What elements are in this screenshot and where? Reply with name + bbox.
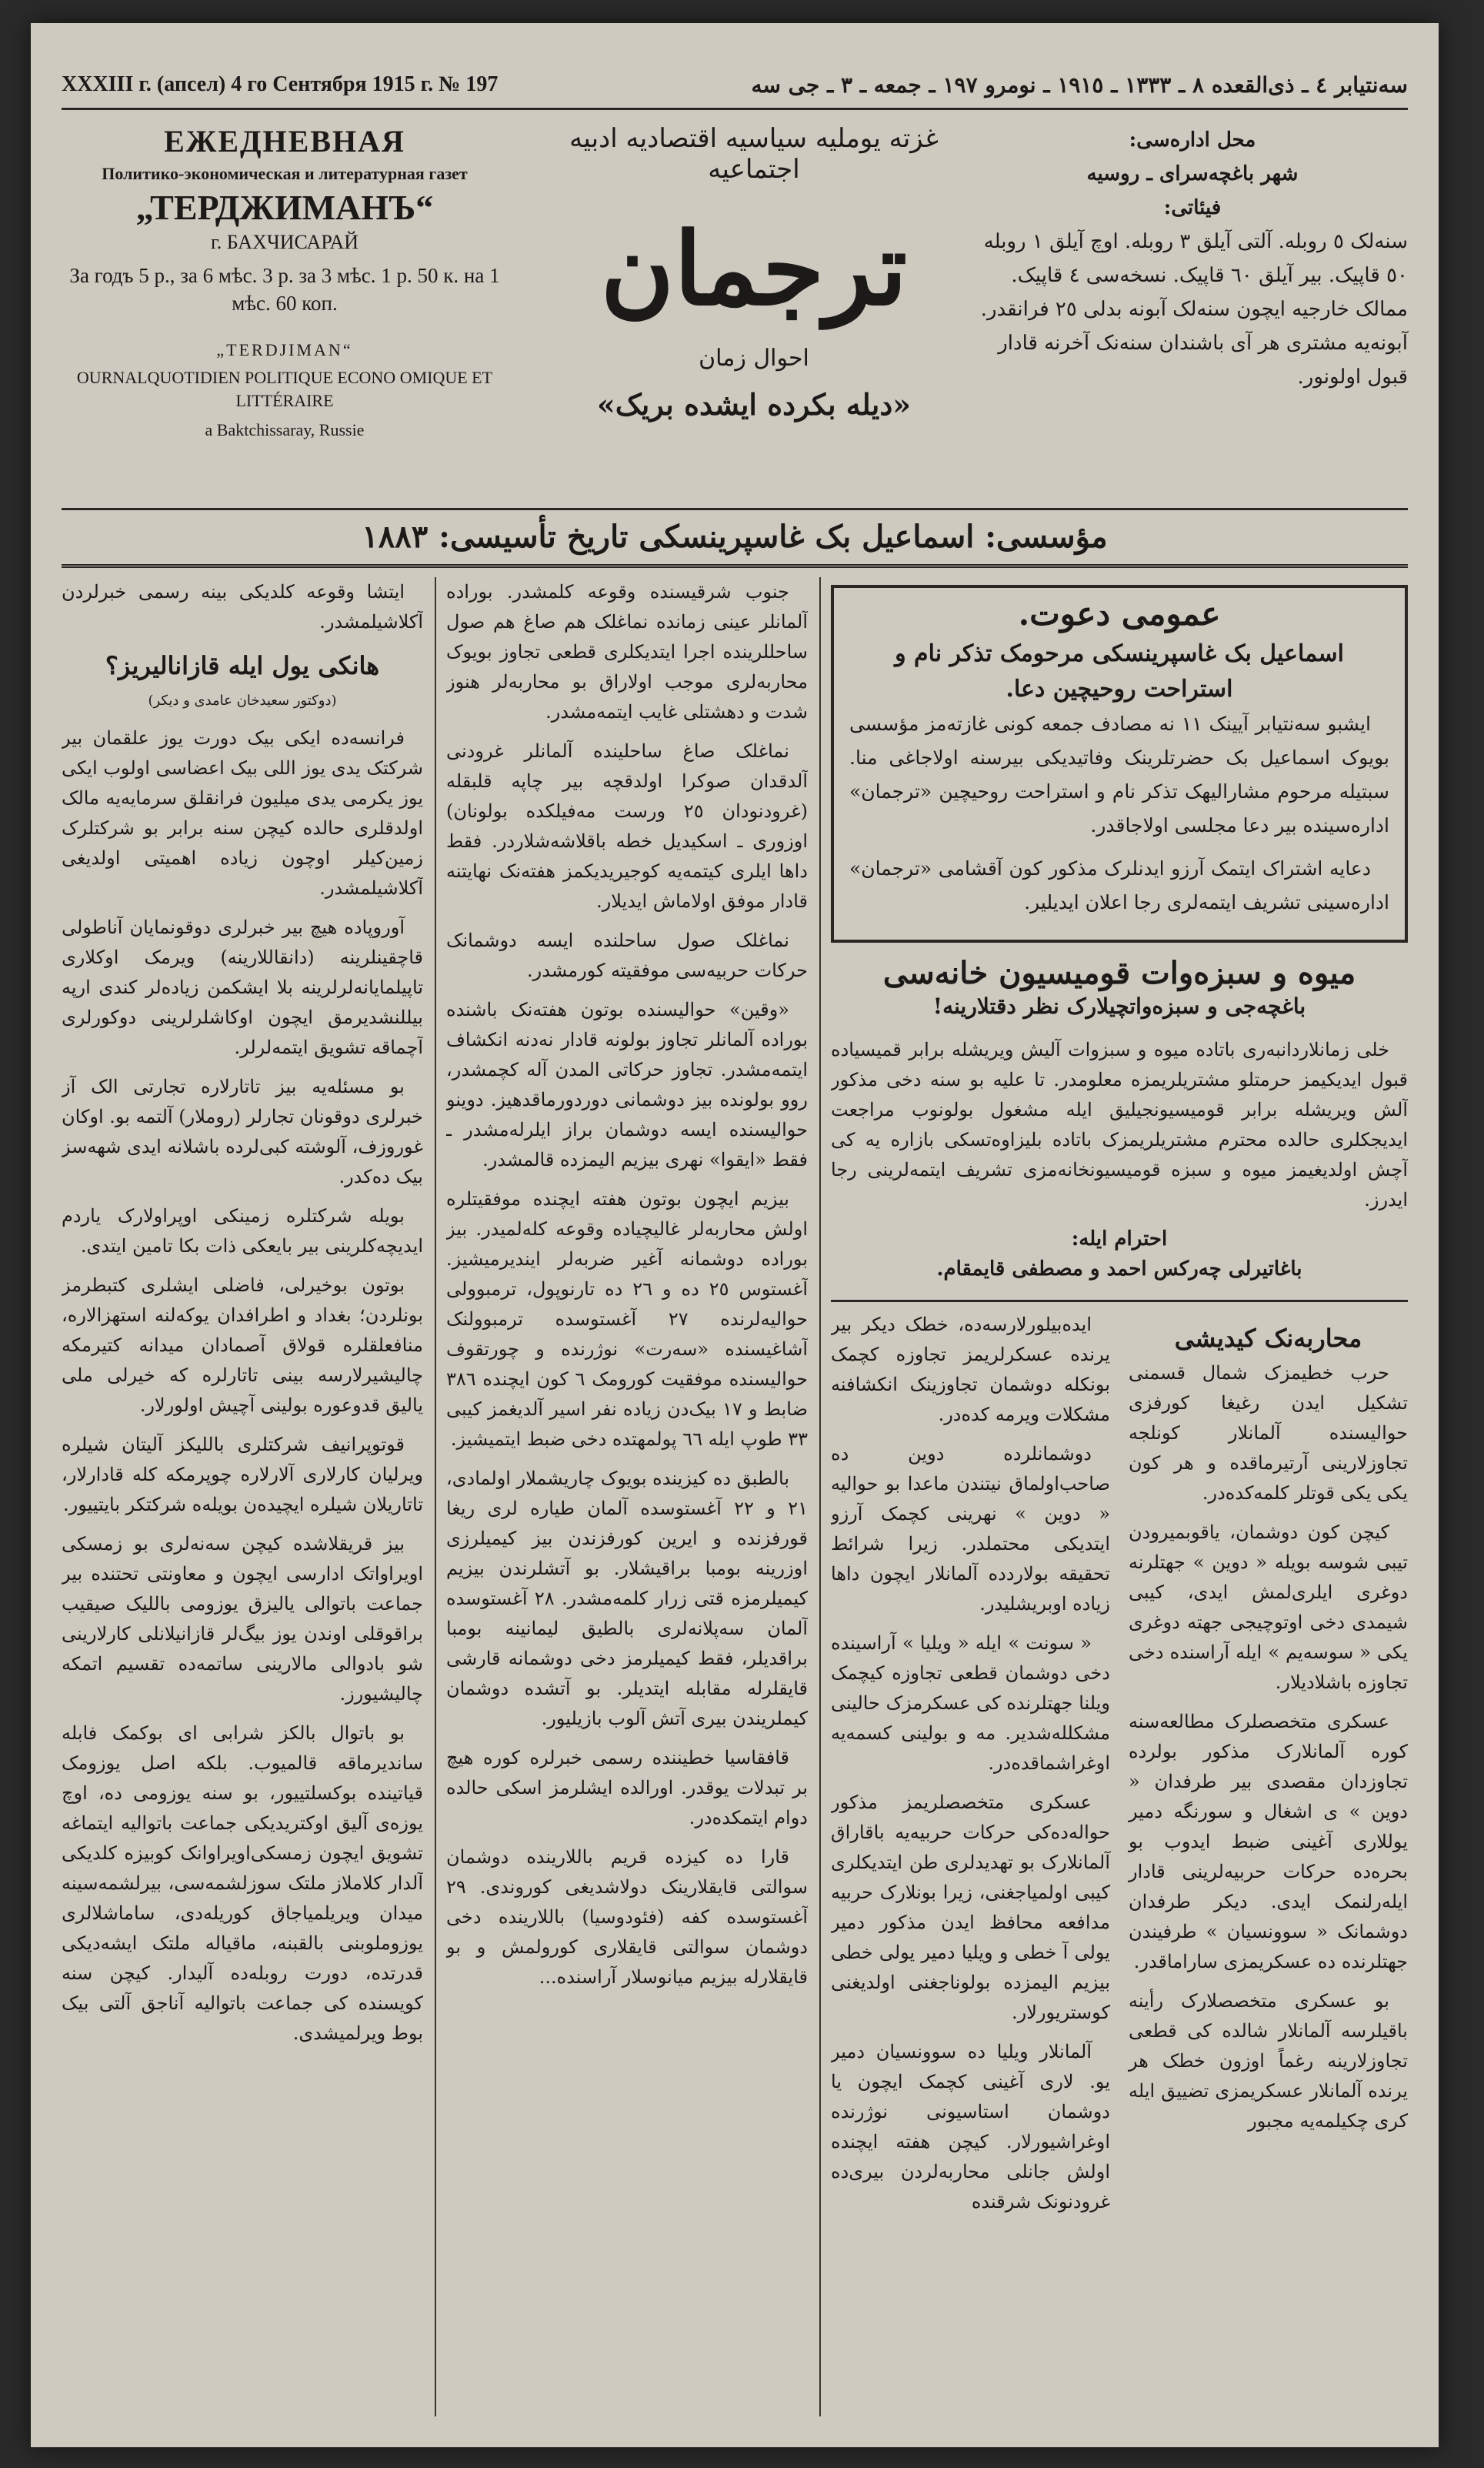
newspaper-page (31, 23, 1439, 2447)
war-paragraph: ایده‌بیلورلارسه‌ده، خطک دیکر بیر یرنده عسکرلریمز تجاوزه کچمک بونکله دوشمان تجاوزینک انکشافنه مشکلات ویرمه کده‌در. (831, 1314, 1110, 1425)
left-byline: (دوکتور سعیدخان عامدی و دیکر) (148, 693, 337, 709)
commission-signature: باغاتیرلی چه‌رکس احمد و مصطفی قایمقام. (936, 1257, 1302, 1281)
war-paragraph: عسکری متخصصلرک مطالعه‌سنه کوره آلمانلارک مذکور بولرده‌ تجاوزدان مقصدی بیر طرفدان « دوین » ی اشغال و سورنگه دمیر یوللاری آغینی ضبط ایدوب بو بحره‌ده حرکات حربیه‌لرینی قادار ایله‌رلنمک ایدی. دیکر طرفدان دوشمانک « سوونسیان » طرفیندن جهتلرنده ده عسکریمزی ساراماقدر. (1129, 1711, 1408, 1972)
war-paragraph: دوشمانلر‌ده دوین ده صاحب‌اولماق نیتندن ماعدا بو حوالیه « دوین » نهرینی کچمک آرزو ایتدیکی محتملدر. زیرا شرائط تحقیقه بولاردده آلمانلار ایچون داها زیاده اوبریشلیدر. (831, 1443, 1110, 1615)
middle-paragraph: بالطبق ده کیزینده بویوک چاریشملار اولمادی، ٢١ و ٢٢ آغستوسده آلمان طیاره لری ریغا قورفزنده و ایرین کورفزندن بیز کیمیلرزی اوزرینه بومبا براقیشلار. بو آتشلرندن بیزیم کیمیلرمزه قتی زرار کلمه‌مشدر. ٢٨ آغستوسده آلمان سه‌پلانه‌لری بالطیق لیمانینه بومبا براقدیلر، فقط کیمیلرمز دخی دوشمانه قارشی قایقلرله مقابله ایتدیلر. بو آتشده دوشمان کیملریندن بیری آتش آلوب بازیلیور. (446, 1468, 808, 1729)
middle-column (446, 577, 808, 2416)
left-paragraph: بو مسئله‌یه بیز تاتارلاره تجارتی الک آز خبرلری دوقونان تجارلر (روملار) آلتمه بو. اوکان غوروزف، آلوشته کبی‌لرده باشلانه ایدی شهه‌سز بیک ده‌کدر. (62, 1076, 423, 1187)
middle-paragraph: نماغلک صاغ ساحلینده آلمانلر غرودنی آلدقدان صوکرا اولدقچه بیر چاپه قلبقله (غرودنودان ٢٥ ورست مه‌فیلکده بولونان) اوزوری ـ اسکیدیل خطه باقلاشه‌شلاردر. فقط داها ایلری کیتمه‌یه کوجیریدیکمز هفته‌نک نهایتنه قادار موفق اولاماش ایدیلار. (446, 740, 808, 912)
war-paragraph: « سونت » ایله « ویلیا » آراسینده دخی دوشمان قطعی تجاوزه کیچمک ویلنا جهتلرنده کی عسکرمزک حالینی مشکلله‌شدیر. مه و بولینی کسمه‌یه اوغراشماقده‌در. (831, 1632, 1110, 1774)
masthead-arc-text: غزته یوملیه سیاسیه اقتصادیه ادبیه اجتماعیه (569, 123, 939, 185)
masthead-daily-label: ЕЖЕДНЕВНАЯ (164, 124, 405, 159)
office-address: شهر باغچه‌سرای ـ روسیه (1086, 162, 1299, 185)
office-label: محل اداره‌سی: (1129, 129, 1256, 152)
war-paragraph: حرب خطیمزک شمال قسمنی تشکیل ایدن رغیغا کورفزی حوالیسنده آلمانلار کونلجه تجاوزلارینی آرتیرماقده و هر کون یکی یکی قوتلر کلمه‌کده‌در. (1129, 1362, 1408, 1504)
middle-paragraph: نماغلک صول ساحلنده ایسه دوشمانک حرکات حربیه‌سی موفقیته کورمشدر. (446, 930, 808, 981)
column-divider (435, 577, 436, 2416)
left-paragraph: بیز قریقلاشده کیچن سه‌نه‌لری بو زمسکی اویراواتک ادارسی ایچون و معاونتی تحتنده بیر جماعت باتوالی یالیزق یوزومی باللیک صیقیب براقوقلی اوندن یوز بیگ‌لر قازانیلانلی کارلارینی شو بادوالی مالارینی ساتمه‌ده تقسیم اتمکه چالیشیورز. (62, 1533, 423, 1705)
war-article-subcolumns (831, 1310, 1408, 2226)
left-paragraph: آوروپاده هیچ بیر خبرلری دوقونمایان آناطولی قاچقینلرینه (دانقاللارینه) ویرمک اوکلاری تاپیلمایانه‌لرلرینه بلا ایشکمن زیاده‌لر کندی ارپه بیللنشدیرمق ایچون اوکاشلرلرینی دوکورلری آچماقه تشویق ایتمه‌لرلر. (62, 917, 423, 1058)
masthead-city: г. БАХЧИСАРАЙ (210, 231, 359, 253)
foreign-price-text: ممالک خارجیه ایچون سنه‌لک آبونه بدلی ٢٥ فرانقدر. آبونه‌یه مشتری هر آی باشندان سنه‌نک آخرنه قادار قبول اولونور. (980, 298, 1408, 389)
left-paragraph: قوتوپرانیف شرکتلری باللیکز آلیتان شیلره ویرلیان کارلاری آلارلاره چوپرمکه کله قادارلار، تاتاریلان شیلره ایچیده‌ن بویله‌ه شرکتکر بایتییور. (62, 1434, 423, 1515)
middle-paragraph: بیزیم ایچون بوتون هفته ایچنده موفقیتلره اولش محاربه‌لر غالیچیاده وقوعه کله‌لمیدر. بیز بوراده دوشمانه آغیر ضربه‌لر ایندیرمیشیز. آغستوس ٢٥ ده و ٢٦ ده تارنوپول، ترمبوولی حوالیه‌لرنده ٢٧ آغستوسده ترمبوولنک آشاغیسنده «سه‌رت» نوژرنده و چورتقوف حوالیسنده موفقیت کورومک ٦ کون ایچنده ٣٨٦ ضابط و ١٧ بیک‌دن زیاده نفر اسیر آلدیغمز کیبی ٣٣ طوپ ایله ٦٦ پولمهتده دخی ضبط ایتمیشیز. (446, 1188, 808, 1450)
invitation-heading: عمومی دعوت. (1018, 595, 1221, 633)
war-paragraph: عسکری متخصصلریمز مذکور حواله‌ده‌کی حرکات حربیه‌یه باقاراق آلمانلارک بو تهدیدلری طن ایتدیکلری کیبی اولمیاجغنی، زیرا بونلارک حربیه مدافعه محافظ ایدن مذکور دمیر یولی آ خطی و ویلیا دمیر یولی خطی بیزیم الیمزده بولوناجغنی اولدیغنی کوستریورلار. (831, 1792, 1110, 2023)
masthead (62, 115, 1408, 500)
masthead-russian-block (62, 123, 508, 442)
war-paragraph: بو عسکری متخصصلارک رأینه باقیلرسه آلمانلار شالده کی قطعی تجاوزلارینه رغماً اوزون خطک هر یرنده آلمانلار عسکریمزی تضییق ایله کری چکیلمه‌یه مجبور (1129, 1990, 1408, 2132)
masthead-russian-title: „ТЕРДЖИМАНЪ“ (135, 188, 434, 227)
masthead-prices: За годъ 5 р., за 6 мѣс. 3 р. за 3 мѣс. 1 р. 50 к. на 1 мѣс. 60 коп. (69, 264, 500, 315)
left-paragraph: بو باتوال بالکز شرابی ای بوکمک فابله ساندیرماقه قالمیوب. بلکه اصل یوزومک قیاتینده بوکسلتییور، بو سنه یوزومی ده، اوچ یوزه‌ی آلیق اوکتریدیکی جماعت باتوالیه ایتماغه تشویق ایچون زمسکی‌اویراوانک کوبیزه کلدیکی آلدار کلاملاز ملتک سوزلشمه‌سی، بیرلشمه‌سینه میدان ویریلمیاجاق کوریله‌دی، ساماشلالری یوزوملوبنی بالقبنه، ماقیاله ملتک ایشه‌دیکی قدرتده، دورت روبله‌ده آلیدار. کیچن سنه کویسنده کی جماعت باتوالیه آناجق آلتی بیک بوط ویرلمیشدی. (62, 1722, 423, 2044)
masthead-ottoman-block (977, 123, 1408, 394)
war-article-first-subcolumn (1129, 1310, 1408, 2226)
commission-respect: احترام ایله: (1071, 1227, 1168, 1251)
middle-paragraph: جنوب شرقیسنده وقوعه کلمشدر. بوراده آلمانلر عینی زمانده نماغلک هم صاغ هم صول ساحللرینده اجرا ایتدیکلری قطعی تجاوز بویوک محاربه‌لری موجب اولاراق بو محاربه‌لر هنوز شدت و دهشتلی غایب ایتمه‌مشدر. (446, 581, 808, 723)
article-columns (62, 577, 1408, 2416)
general-invitation-box (831, 585, 1408, 943)
column-divider (819, 577, 821, 2416)
masthead-latin-title: „TERDJIMAN“ (216, 340, 353, 359)
invitation-subheading: اسماعیل بک غاسپرینسکی مرحومک تذکر نام و استراحت روحیچین دعا. (895, 640, 1344, 703)
commission-house-subheading: باغچه‌جی و سبزه‌واتچیلارک نظر دقتلارینه! (932, 994, 1306, 1019)
masthead-motto: «دیله بکرده ایشده بریک» (596, 387, 912, 422)
masthead-small-sub: احوال زمان (699, 345, 809, 372)
founder-line: مؤسسی: اسماعیل بک غاسپرینسکی تاریخ تأسیسی: ١٨٨٣ (62, 508, 1408, 568)
war-paragraph: کیچن کون دوشمان، یاقوبمیرودن تیبی شوسه بویله « دوین » جهتلرنه دوغری ایلری‌لمش ایدی، کیبی شیمدی دخی اوتوچیجی جهته دوغری یکی « سوسه‌یم » ایله آراسنده دخی تجاوزه باشلادیلار. (1129, 1521, 1408, 1693)
masthead-title-block (539, 115, 969, 477)
left-paragraph: فرانسه‌ده ایکی بیک دورت یوز علقمان بیر شرکتک یدی یوز اللی بیک اعضاسی اولوب ایکی یوز یکرمی یدی میلیون فرانقلق سرمایه‌یه مالک اولدقلری حالده کیچن سنه برابر بو شرکتلرک زمین‌کیلر اوچون زیاده اهمیتی اولدیغی آکلاشیلمشدر. (62, 727, 423, 899)
commission-paragraph: خلی زمانلاردانبه‌ری باتاده میوه و سبزوات آلیش ویریشله برابر قمیسیاده قبول ایدیکیمز حرمتلو مشتریلریمزه معلومدر. تا علیه بو سنه دخی مذکور آلش ویریشله برابر قومیسیونجیلیق ایله مشغول بولونوب مراجعت ایدیجکلری حالده محترم مشتریلریمزک باتاده بلیزاوه‌تسکی بازاره یه کی آچش اولدیغیمز میوه و سبزه قومیسیونخانه‌مزی تشریف ایتمه‌لرینی رجا ایدرز. (831, 1039, 1408, 1211)
war-paragraph: آلمانلار ویلیا ده سوونسیان دمیر یو. لاری آغینی کچمک ایچون یا دوشمان استاسیونی نوژرنده اوغراشیورلار. کیچن هفته ایچنده اولش جانلی محاربه‌لردن بیری‌ده غرودنونک شرقنده (831, 2041, 1110, 2213)
middle-paragraph: «وقین» حوالیسنده بوتون هفته‌نک باشنده بوراده آلمانلر تجاوز بولونه قادار نه‌دنه انکشاف ایتمه‌مشدر. تجاوز حرکاتی المدن آله کچمشدر، روو بولونده بیز دوشمانی دوردورماقدهیز. دوینو حوالیسنده ایسه دوشمان براز ایلرله‌مشدر ـ فقط «ایقوا» نهری بیزیم الیمزده قالمشدر. (446, 999, 808, 1171)
masthead-french-city: a Baktchissaray, Russie (205, 420, 365, 439)
invitation-paragraph: ایشبو سه‌نتیابر آیینک ١١ نه مصادف جمعه کونی غازته‌مز مؤسسی بویوک اسماعیل بک حضرتلرینک وفاتیدیکی بیرسنه اولاجاغی منا. سبتیله مرحوم مشارالیهک تذکر نام و استراحت روحیچین «ترجمان» اداره‌سینده بیر دعا مجلسی اولاجاقدر. (849, 713, 1389, 837)
left-paragraph: بویله شرکتلره زمینکی اوپراولارک یاردم ایدیچه‌کلرینی بیر بایعکی ذات بکا تامین ایتدی. (62, 1205, 423, 1257)
section-divider (831, 1300, 1408, 1302)
date-strip (62, 62, 1408, 110)
middle-paragraph: قارا ده کیزده قریم باللارینده دوشمان سوالتی قایقلارینک دولاشدیغی کوروندی. ٢٩ آغستوسده کفه (فئودوسیا) باللارینده دخی دوشمان سوالتی قایقلاری کورولمش و بو قایقلارله بیزیم میانوسلار آراسنده... (446, 1846, 808, 1988)
left-intro: ایتشا وقوعه کلدیکی بینه رسمی خبرلردن آکلاشیلمشدر. (62, 581, 423, 633)
price-label: فیئاتی: (1163, 196, 1222, 219)
masthead-french-desc: OURNALQUOTIDIEN POLITIQUE ECONO OMIQUE ET LITTÉRAIRE (76, 368, 493, 410)
war-article-second-subcolumn (831, 1310, 1110, 2226)
war-progress-heading: محاربه‌نک کیدیشی (1174, 1324, 1362, 1353)
right-column (831, 577, 1408, 2416)
invitation-paragraph: دعایه اشتراک ایتمک آرزو ایدنلرک مذکور کون آقشامی «ترجمان» اداره‌سینی تشریف ایتمه‌لری رجا اعلان ایدیلیر. (849, 857, 1389, 913)
date-strip-russian: XXXIII г. (апсел) 4 го Сентября 1915 г. № 197 (62, 72, 499, 96)
left-column (62, 577, 423, 2416)
commission-house-heading: میوه و سبزه‌وات قومیسیون خانه‌سی (882, 955, 1356, 991)
masthead-subtitle: Политико-экономическая и литературная газет (102, 164, 468, 183)
left-paragraph: بوتون بوخیرلی، فاضلی ایشلری کتبطرمز بونلردن؛ بغداد و اطرافدان یوکه‌لنه استهزالاره، منافعلقلره قولاق آصمادان میدانه کتیرمکه چالیشیرلارسه بینی تاتارلره که خیرلی ملی یالیق قدوعوره بولینی آچیش اولورلار. (62, 1274, 423, 1416)
middle-paragraph: قافقاسیا خطیننده رسمی خبرلره کوره هیچ بر تبدلات یوقدر. اورالده ایشلرمز اسکی حالده دوام ایتمکده‌در. (446, 1747, 808, 1828)
masthead-title: ترجمان (600, 210, 908, 328)
price-text: سنه‌لک ٥ روبله. آلتی آیلق ٣ روبله. اوچ آیلق ١ روبله ٥٠ قاپیک. بیر آیلق ٦٠ قاپیک. نسخه‌سی ٤ قاپیک. (983, 230, 1408, 287)
left-headline: هانکی یول ایله قازانالیریز؟ (105, 651, 380, 680)
date-strip-ottoman: سه‌نتیابر ٤ ـ ذی‌القعده ٨ ـ ١٣٣٣ ـ ١٩١٥ ـ نومرو ١٩٧ ـ جمعه ـ ٣ ـ جی سه (751, 72, 1408, 98)
